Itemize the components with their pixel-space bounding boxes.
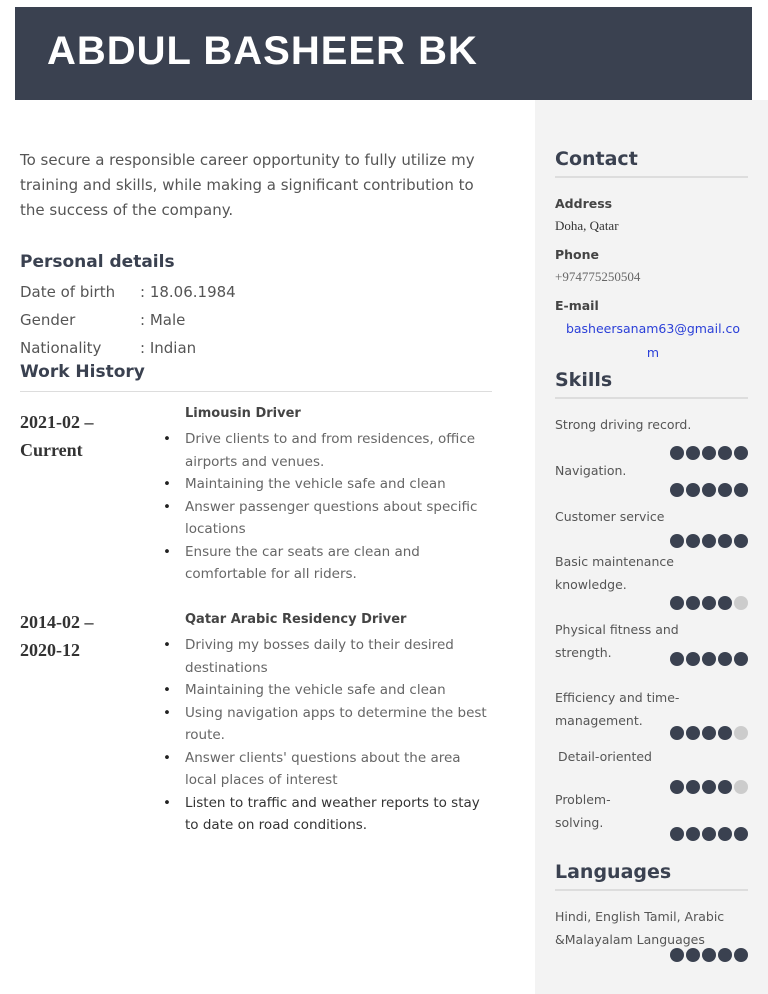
header-banner <box>15 7 752 100</box>
rating-dot-filled <box>734 652 748 666</box>
rating-dot-filled <box>702 652 716 666</box>
rating-dot-empty <box>734 780 748 794</box>
skill-name: Problem-solving. <box>555 792 611 830</box>
work-history-heading: Work History <box>20 362 145 382</box>
job-bullet <box>160 792 493 837</box>
rating-dot-filled <box>670 596 684 610</box>
personal-label: Nationality <box>20 339 102 357</box>
job-bullet <box>160 473 493 496</box>
rating-dot-filled <box>670 726 684 740</box>
contact-heading: Contact <box>555 148 748 178</box>
rating-dot-filled <box>686 827 700 841</box>
bullet-line: • Using navigation apps to determine the best <box>185 704 487 721</box>
address-label: Address <box>555 196 613 211</box>
job-dates <box>20 608 94 664</box>
phone-value: +974775250504 <box>555 269 641 284</box>
rating-dot-empty <box>734 596 748 610</box>
skill-name: Basic maintenance knowledge. <box>555 554 674 592</box>
bullet-line: • Answer passenger questions about specific <box>185 498 478 515</box>
rating-dot-filled <box>702 948 716 962</box>
bullet-line: • Answer clients' questions about the area <box>185 749 461 766</box>
skill-name: Detail-oriented <box>558 749 652 764</box>
rating-dot-filled <box>702 596 716 610</box>
address-value: Doha, Qatar <box>555 218 619 233</box>
job-bullet <box>160 496 493 541</box>
bullet-line: to date on road conditions. <box>185 817 368 833</box>
languages-heading: Languages <box>555 861 748 891</box>
rating-dot-filled <box>670 827 684 841</box>
skills-heading: Skills <box>555 369 748 399</box>
rating-dot-filled <box>702 726 716 740</box>
objective: To secure a responsible career opportunity to fully utilize my training and skills, while making a significant contribution to the success of the company. <box>20 151 475 219</box>
job-entry <box>160 406 493 586</box>
rating-dot-filled <box>686 534 700 548</box>
candidate-name: ABDUL BASHEER BK <box>47 29 478 73</box>
bullet-line: • Maintaining the vehicle safe and clean <box>185 476 446 492</box>
rating-dot-empty <box>734 726 748 740</box>
skill-rating <box>670 534 748 548</box>
rating-dot-filled <box>686 483 700 497</box>
skill-rating <box>670 446 748 460</box>
job-entry <box>160 612 493 837</box>
rating-dot-filled <box>718 596 732 610</box>
email-label: E-mail <box>555 298 599 313</box>
personal-value: : Male <box>140 311 186 329</box>
personal-label: Date of birth <box>20 283 116 301</box>
rating-dot-filled <box>734 827 748 841</box>
job-bullet <box>160 634 493 679</box>
rating-dot-filled <box>670 446 684 460</box>
rating-dot-filled <box>686 596 700 610</box>
rating-dot-filled <box>670 652 684 666</box>
rating-dot-filled <box>670 780 684 794</box>
rating-dot-filled <box>670 948 684 962</box>
skill-name: Strong driving record. <box>555 417 692 432</box>
rating-dot-filled <box>718 483 732 497</box>
bullet-line: • Ensure the car seats are clean and <box>185 543 420 560</box>
languages-rating <box>670 948 748 962</box>
rating-dot-filled <box>702 780 716 794</box>
languages-text: Hindi, English Tamil, Arabic &Malayalam Languages <box>555 909 725 947</box>
rating-dot-filled <box>686 726 700 740</box>
job-bullets <box>160 634 493 837</box>
bullet-line: airports and venues. <box>185 453 325 470</box>
rating-dot-filled <box>718 726 732 740</box>
skill-name: Physical fitness and strength. <box>555 622 679 660</box>
bullet-line: • Driving my bosses daily to their desired <box>185 637 454 653</box>
skill-name: Customer service <box>555 509 665 524</box>
personal-value: : Indian <box>140 339 197 357</box>
skill-rating <box>670 483 748 497</box>
bullet-line: locations <box>185 521 246 537</box>
job-bullet <box>160 541 493 586</box>
rating-dot-filled <box>734 534 748 548</box>
rating-dot-filled <box>718 948 732 962</box>
work-history-heading-box <box>20 362 492 392</box>
bullet-line: • Listen to traffic and weather reports to stay <box>185 794 480 811</box>
bullet-line: local places of interest <box>185 772 338 788</box>
rating-dot-filled <box>734 446 748 460</box>
rating-dot-filled <box>718 827 732 841</box>
rating-dot-filled <box>734 483 748 497</box>
bullet-line: comfortable for all riders. <box>185 566 357 582</box>
job-bullet <box>160 428 493 473</box>
rating-dot-filled <box>718 534 732 548</box>
skill-rating <box>670 652 748 666</box>
job-title: Qatar Arabic Residency Driver <box>185 612 407 627</box>
rating-dot-filled <box>702 534 716 548</box>
job-title: Limousin Driver <box>185 406 301 421</box>
skill-rating <box>670 827 748 841</box>
skill-rating <box>670 596 748 610</box>
rating-dot-filled <box>670 483 684 497</box>
phone-label: Phone <box>555 247 600 262</box>
rating-dot-filled <box>686 446 700 460</box>
job-bullet <box>160 679 493 702</box>
rating-dot-filled <box>686 948 700 962</box>
rating-dot-filled <box>702 446 716 460</box>
date-start: 2021-02 – <box>20 412 94 432</box>
rating-dot-filled <box>686 780 700 794</box>
rating-dot-filled <box>718 652 732 666</box>
skill-rating <box>670 780 748 794</box>
job-bullet <box>160 702 493 747</box>
email-link[interactable]: basheersanam63@gmail.co m <box>565 321 741 360</box>
bullet-line: • Maintaining the vehicle safe and clean <box>185 682 446 698</box>
rating-dot-filled <box>718 780 732 794</box>
personal-details-heading: Personal details <box>20 252 175 272</box>
skill-name: Efficiency and time-management. <box>555 690 680 728</box>
skill-name: Navigation. <box>555 463 627 478</box>
personal-value: : 18.06.1984 <box>140 283 236 301</box>
rating-dot-filled <box>718 446 732 460</box>
bullet-line: • Drive clients to and from residences, office <box>185 431 476 447</box>
job-bullets <box>160 428 493 586</box>
rating-dot-filled <box>702 827 716 841</box>
rating-dot-filled <box>686 652 700 666</box>
bullet-line: route. <box>185 727 225 743</box>
skill-rating <box>670 726 748 740</box>
rating-dot-filled <box>734 948 748 962</box>
bullet-line: destinations <box>185 659 268 676</box>
rating-dot-filled <box>670 534 684 548</box>
date-end: 2020-12 <box>20 640 80 660</box>
rating-dot-filled <box>702 483 716 497</box>
job-bullet <box>160 747 493 792</box>
date-end: Current <box>20 440 83 460</box>
job-dates <box>20 408 94 464</box>
date-start: 2014-02 – <box>20 612 94 632</box>
main-column <box>20 148 495 223</box>
personal-label: Gender <box>20 311 76 329</box>
